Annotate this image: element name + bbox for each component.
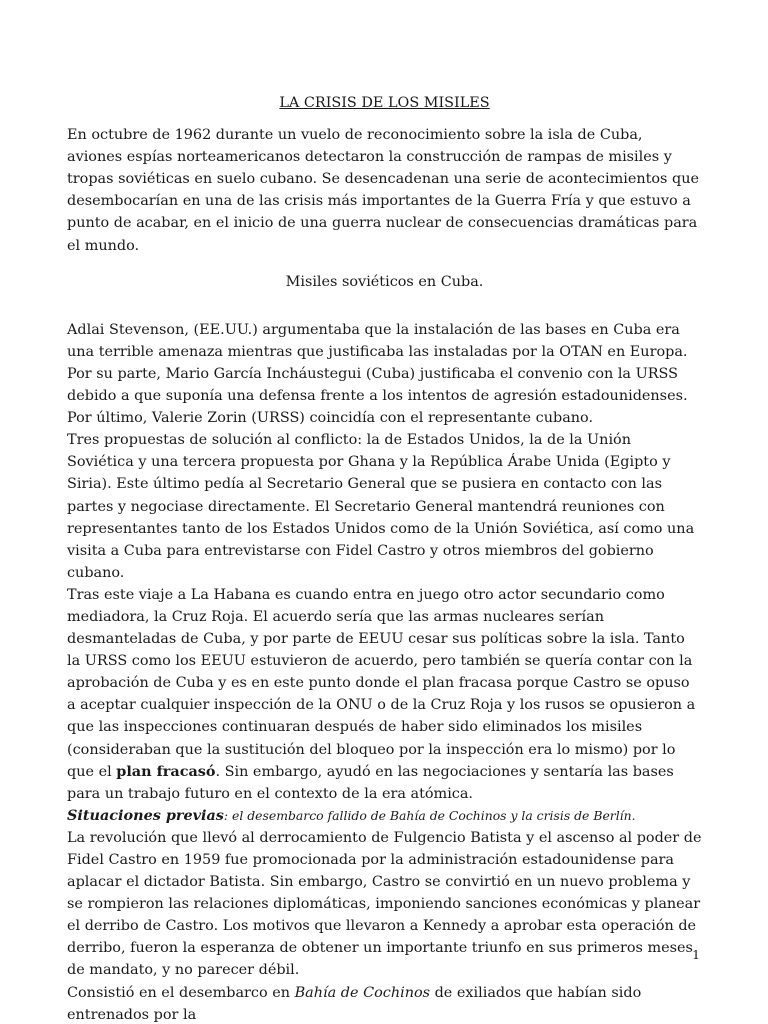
consistio-text-start: Consistió en el desembarco en (67, 984, 295, 1001)
consistio-paragraph (67, 982, 702, 1024)
situaciones-heading (67, 805, 702, 827)
situaciones-description: : el desembarco fallido de Bahía de Cochinos y la crisis de Berlín. (223, 807, 636, 823)
intro-paragraph: En octubre de 1962 durante un vuelo de reconocimiento sobre la isla de Cuba, aviones espías norteamericanos detectaron la construcción de rampas de misiles y tropas soviéticas en suelo cubano. Se desencadenan una serie de acontecimientos que desembocarían en una de las crisis más importantes de la Guerra Fría y que estuvo a punto de acabar, en el inicio de una guerra nuclear de consecuencias dramáticas para el mundo. (67, 127, 700, 254)
habana-paragraph (67, 584, 702, 805)
situaciones-label: Situaciones previas (67, 806, 224, 824)
page-number: 1 (692, 947, 700, 962)
consistio-text-end: de exiliados que habían sido entrenados por la (67, 984, 642, 1023)
section-subtitle: Misiles soviéticos en Cuba. (285, 273, 484, 290)
revolucion-paragraph: La revolución que llevó al derrocamiento de Fulgencio Batista y el ascenso al poder de Fidel Castro en 1959 fue promocionada por la administración estadounidense para aplacar el dictador Batista. Sin embargo, Castro se convirtió en un nuevo problema y se rompieron las relaciones diplomáticas, imponiendo sanciones económicas y planear el derribo de Castro. Los motivos que llevaron a Kennedy a aprobar esta operación de derribo, fueron la esperanza de obtener un importante triunfo en sus primeros meses de mandato, y no parecer débil. (67, 829, 702, 979)
document-title: LA CRISIS DE LOS MISILES (279, 95, 490, 111)
plan-fracaso-bold: plan fracasó (116, 762, 216, 780)
bahia-cochinos-italic: Bahía de Cochinos (294, 984, 431, 1001)
habana-text-end: . Sin embargo, ayudó en las negociaciones y sentaría las bases para un trabajo futuro en el contexto de la era atómica. (67, 763, 674, 802)
propuestas-paragraph: Tres propuestas de solución al conflicto: la de Estados Unidos, la de la Unión Soviética y una tercera propuesta por Ghana y la República Árabe Unida (Egipto y Siria). Este último pedía al Secretario General que se pusiera en contacto con las partes y negociase directamente. El Secretario General mantendrá reuniones con representantes tanto de los Estados Unidos como de la Unión Soviética, así como una visita a Cuba para entrevistarse con Fidel Castro y otros miembros del gobierno cubano. (67, 432, 695, 581)
stevenson-paragraph: Adlai Stevenson, (EE.UU.) argumentaba que la instalación de las bases en Cuba era una terrible amenaza mientras que justificaba las instaladas por la OTAN en Europa. Por su parte, Mario García Incháustegui (Cuba) justificaba el convenio con la URSS debido a que suponía una defensa frente a los intentos de agresión estadounidenses. Por último, Valerie Zorin (URSS) coincidía con el representante cubano. (67, 321, 688, 427)
habana-text-start: Tras este viaje a La Habana es cuando entra en juego otro actor secundario como mediadora, la Cruz Roja. El acuerdo sería que las armas nucleares serían desmanteladas de Cuba, y por parte de EEUU cesar sus políticas sobre la isla. Tanto la URSS como los EEUU estuvieron de acuerdo, pero también se quería contar con la aprobación de Cuba y es en este punto donde el plan fracasa porque Castro se opuso a aceptar cualquier inspección de la ONU o de la Cruz Roja y los rusos se opusieron a que las inspecciones continuaran después de haber sido eliminados los misiles (consideraban que la sustitución del bloqueo por la inspección era lo mismo) por lo que el (67, 586, 696, 780)
